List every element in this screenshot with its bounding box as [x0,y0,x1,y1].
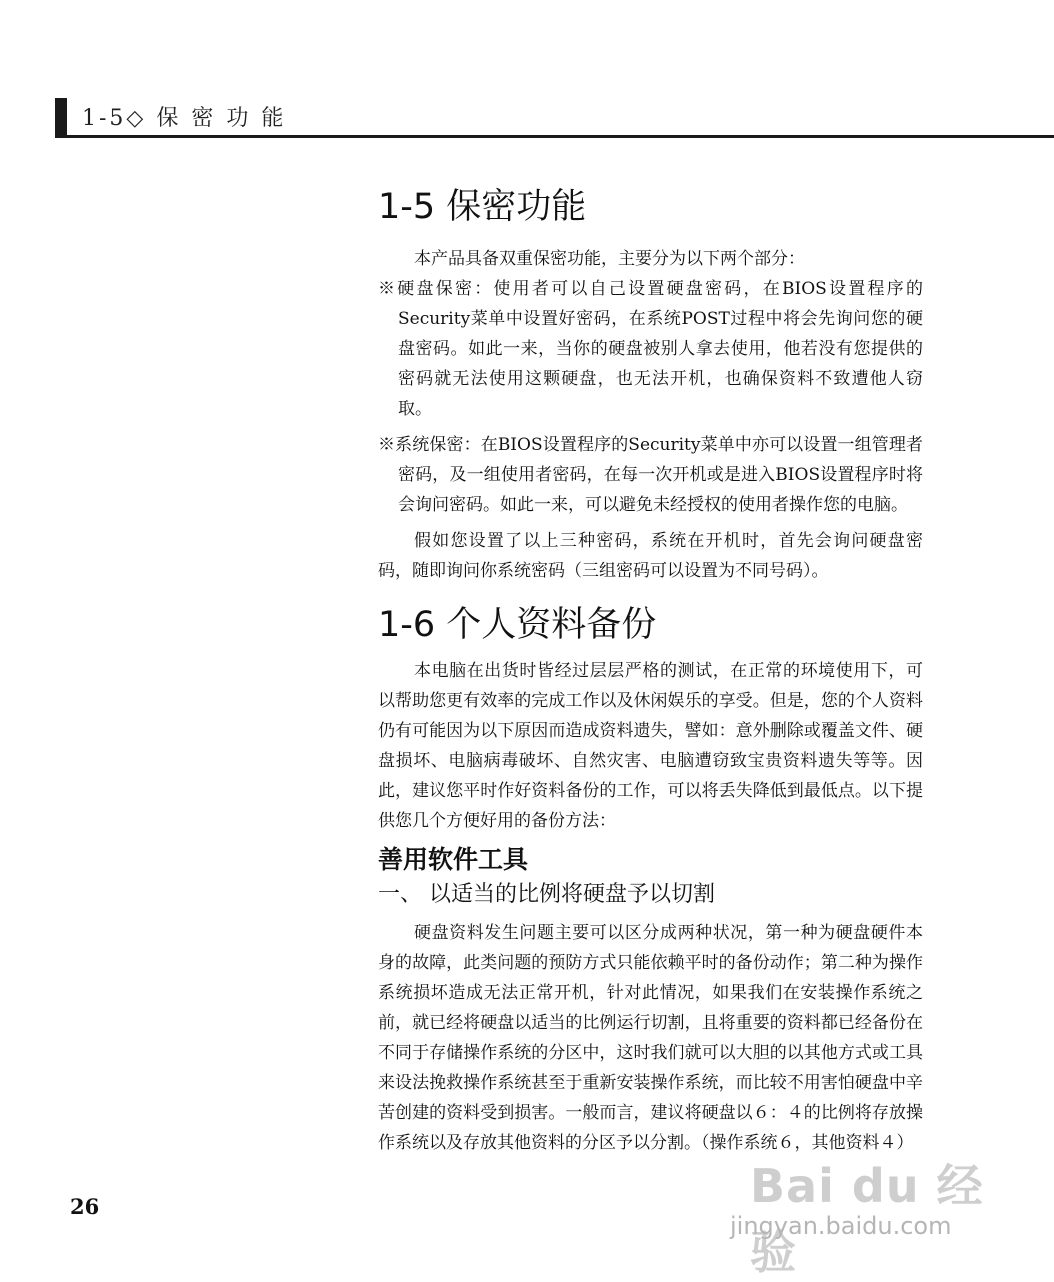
header-bar [55,98,67,138]
page-content [378,180,923,1158]
page-number: 26 [70,1194,100,1219]
subheading-software-tools: 善用软件工具 [378,845,529,874]
subsubheading-partition: 一、 以适当的比例将硬盘予以切割 [378,882,715,907]
section-1-5-closing: 假如您设置了以上三种密码，系统在开机时，首先会询问硬盘密码，随即询问你系统密码（三组密码可以设置为不同号码）。 [378,531,923,581]
running-header: 1-5◇ 保 密 功 能 [82,106,287,131]
section-1-5-intro: 本产品具备双重保密功能，主要分为以下两个部分： [414,249,805,269]
section-1-5-title: 1-5 保密功能 [378,187,587,227]
watermark-url: jingyan.baidu.com [730,1212,952,1240]
section-1-6-title: 1-6 个人资料备份 [378,605,657,645]
baidu-watermark [730,1150,1030,1279]
hard-disk-security-note: ※硬盘保密：使用者可以自己设置硬盘密码，在BIOS设置程序的Security菜单中设置好密码，在系统POST过程中将会先询问您的硬盘密码。如此一来，当你的硬盘被别人拿去使用，他若没有您提供的密码就无法使用这颗硬盘，也无法开机，也确保资料不致遭他人窃取。 [378,279,923,419]
partition-paragraph: 硬盘资料发生问题主要可以区分成两种状况，第一种为硬盘硬件本身的故障，此类问题的预防方式只能依赖平时的备份动作；第二种为操作系统损坏造成无法正常开机，针对此情况，如果我们在安装操作系统之前，就已经将硬盘以适当的比例运行切割，且将重要的资料都已经备份在不同于存储操作系统的分区中，这时我们就可以大胆的以其他方式或工具来设法挽救操作系统甚至于重新安装操作系统，而比较不用害怕硬盘中辛苦创建的资料受到损害。一般而言，建议将硬盘以６：４的比例将存放操作系统以及存放其他资料的分区予以分割。（操作系统６，其他资料４） [378,923,923,1153]
system-security-note: ※系统保密：在BIOS设置程序的Security菜单中亦可以设置一组管理者密码，及一组使用者密码，在每一次开机或是进入BIOS设置程序时将会询问密码。如此一来，可以避免未经授权的使用者操作您的电脑。 [378,435,923,515]
header-rule [55,135,1054,138]
section-1-6-paragraph: 本电脑在出货时皆经过层层严格的测试，在正常的环境使用下，可以帮助您更有效率的完成工作以及休闲娱乐的享受。但是，您的个人资料仍有可能因为以下原因而造成资料遗失，譬如：意外删除或覆盖文件、硬盘损坏、电脑病毒破坏、自然灾害、电脑遭窃致宝贵资料遗失等等。因此，建议您平时作好资料备份的工作，可以将丢失降低到最低点。以下提供您几个方便好用的备份方法： [378,661,923,831]
baidu-logo: Bai du 经验 [750,1159,984,1279]
